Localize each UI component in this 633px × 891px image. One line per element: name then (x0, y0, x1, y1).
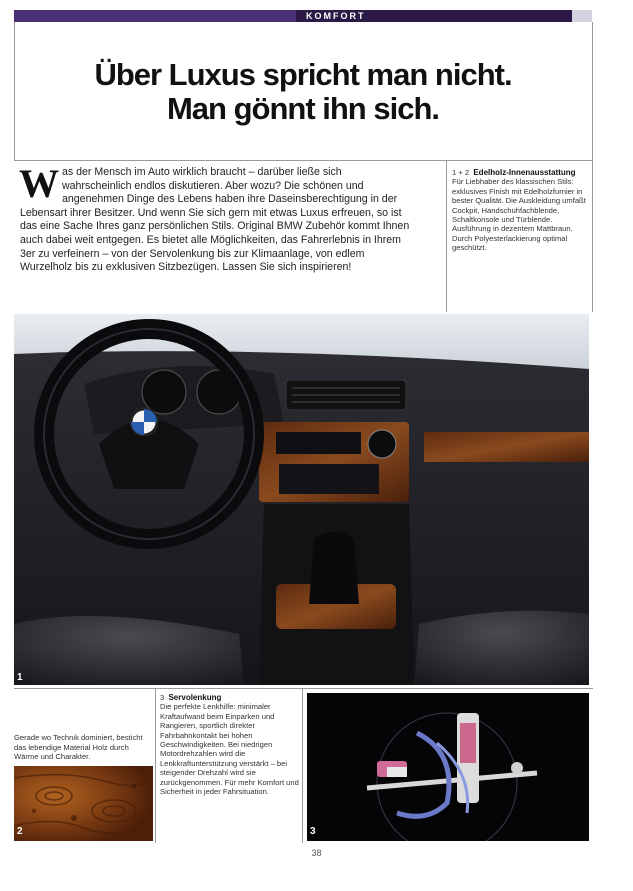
page-number: 38 (311, 848, 322, 858)
power-steering-photo (307, 693, 589, 841)
servo-caption-text: Die perfekte Lenkhilfe: minimaler Kraftaufwand beim Einparken und Rangieren, sportlich direkter Fahrbahnkontakt bei hohen Geschwindigkeiten. Bei niedrigen Motordrehzahlen wird die Lenkkraftunterstützung verstärkt – bei steigender Drehzahl wird sie zurückgenommen. Für mehr Komfort und Sicherheit in jeder Fahrsituation. (160, 702, 299, 797)
photo-number-2: 2 (17, 826, 23, 837)
frame-divider (14, 160, 593, 161)
headline-line-1: Über Luxus spricht man nicht. (94, 57, 512, 92)
servo-caption-title: Servolenkung (168, 693, 222, 702)
header-bar (14, 10, 296, 22)
caption-divider (446, 160, 447, 312)
side-caption-text: Für Liebhaber des klassischen Stils: exklusives Finish mit Edelholzfurnier in bester Qualität. Die Auskleidung umfaßt Cockpit, Handschuhfachblende, Schaltkonsole und Türblende. Ausführung in dezentem Mattbraun. Durch Polyesterlackierung optimal geschützt. (452, 177, 586, 253)
wood-caption: Gerade wo Technik dominiert, besticht das lebendige Material Holz durch Wärme und Charakter. (14, 733, 143, 762)
header-bar-end (572, 10, 592, 22)
side-caption (452, 168, 587, 253)
side-caption-number: 1 + 2 (452, 168, 470, 177)
intro-paragraph (19, 161, 412, 275)
dropcap: W (19, 161, 59, 206)
bottom-divider (14, 688, 593, 689)
servo-caption-number: 3 (160, 693, 165, 702)
page-headline (14, 58, 592, 126)
dashboard-illustration (14, 314, 589, 685)
intro-text: as der Mensch im Auto wirklich braucht – darüber ließe sich wahrscheinlich endlos diskutieren. Aber wozu? Die schönen und angenehmen Dinge des Lebens haben ihre Daseinsberechtigung in der Lebensart ihrer Besitzer. Und wenn Sie sich gern mit etwas Luxus erfreuen, so ist das eine Sache Ihres ganz persönlichen Stils. Original BMW Zubehör kommt Ihnen auch dabei weit entgegen. Es bietet alle Möglichkeiten, das Fahrerlebnis in Ihrem 3er zu verfeinern – von der Servolenkung bis zur Klimaanlage, von edlem Wurzelholz bis zu exklusiven Sitzbezügen. Lassen Sie sich inspirieren! (20, 166, 410, 274)
wood-grain-photo (14, 766, 153, 841)
photo-number-1: 1 (17, 672, 23, 683)
photo-number-3: 3 (310, 826, 316, 837)
servo-caption (160, 693, 300, 796)
bottom-divider-2 (302, 688, 303, 843)
bottom-divider-1 (155, 688, 156, 843)
headline-line-2: Man gönnt ihn sich. (166, 91, 440, 126)
wood-grain-illustration (14, 766, 153, 841)
section-label: KOMFORT (296, 10, 572, 22)
frame-line-right (592, 22, 593, 312)
power-steering-illustration (307, 693, 589, 841)
dashboard-photo (14, 314, 589, 685)
side-caption-title: Edelholz-Innenausstattung (473, 168, 576, 177)
